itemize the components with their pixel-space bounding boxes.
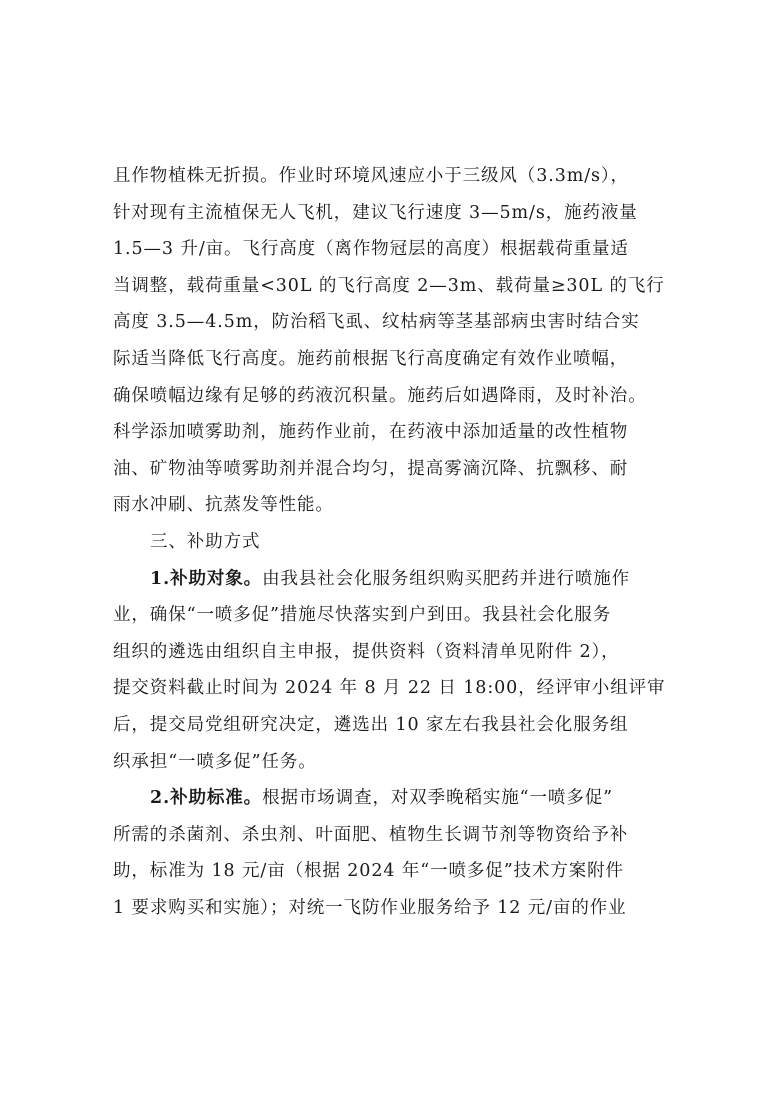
- text-run: 根据市场调查，对双季晚稻实施“一喷多促”: [262, 788, 613, 809]
- paragraph-subsidy-standard: [113, 780, 673, 926]
- text-line: 1.5—3 升/亩。飞行高度（离作物冠层的高度）根据载荷重量适: [113, 239, 629, 260]
- text-line: 助，标准为 18 元/亩（根据 2024 年“一喷多促”技术方案附件: [113, 861, 624, 882]
- text-line: 雨水冲刷、抗蒸发等性能。: [113, 495, 334, 516]
- text-line: 织承担“一喷多促”任务。: [113, 751, 317, 772]
- text-line: 后，提交局党组研究决定，遴选出 10 家左右我县社会化服务组: [113, 714, 629, 735]
- text-line: 确保喷幅边缘有足够的药液沉积量。施药后如遇降雨，及时补治。: [113, 385, 647, 406]
- text-line: 组织的遴选由组织自主申报，提供资料（资料清单见附件 2），: [113, 641, 620, 662]
- section-heading-subsidy-method: 三、补助方式: [150, 531, 261, 552]
- text-line: 油、矿物油等喷雾助剂并混合均匀，提高雾滴沉降、抗飘移、耐: [113, 458, 629, 479]
- paragraph-first-line: [113, 780, 673, 817]
- text-line: 业，确保“一喷多促”措施尽快落实到户到田。我县社会化服务: [113, 605, 612, 626]
- paragraph-subsidy-target: [113, 561, 673, 781]
- item-title-subsidy-standard: 2.补助标准。: [150, 788, 263, 809]
- document-body: [113, 158, 673, 926]
- text-line: 且作物植株无折损。作业时环境风速应小于三级风（3.3m/s），: [113, 166, 629, 186]
- text-line: 当调整，载荷重量<30L 的飞行高度 2—3m、载荷量≥30L 的飞行: [113, 275, 665, 296]
- text-line: 科学添加喷雾助剂，施药作业前，在药液中添加适量的改性植物: [113, 422, 629, 443]
- item-title-subsidy-target: 1.补助对象。: [150, 568, 263, 589]
- text-line: 高度 3.5—4.5m，防治稻飞虱、纹枯病等茎基部病虫害时结合实: [113, 312, 640, 333]
- text-run: 由我县社会化服务组织购买肥药并进行喷施作: [262, 568, 631, 589]
- text-line: 际适当降低飞行高度。施药前根据飞行高度确定有效作业喷幅，: [113, 348, 629, 369]
- text-line: 1 要求购买和实施）；对统一飞防作业服务给予 12 元/亩的作业: [113, 897, 627, 918]
- text-line: 针对现有主流植保无人飞机，建议飞行速度 3—5m/s，施药液量: [113, 202, 638, 223]
- text-line: 提交资料截止时间为 2024 年 8 月 22 日 18:00，经评审小组评审: [113, 678, 666, 699]
- paragraph-first-line: [113, 561, 673, 598]
- paragraph-flight-parameters: [113, 158, 673, 524]
- text-line: 所需的杀菌剂、杀虫剂、叶面肥、植物生长调节剂等物资给予补: [113, 824, 629, 845]
